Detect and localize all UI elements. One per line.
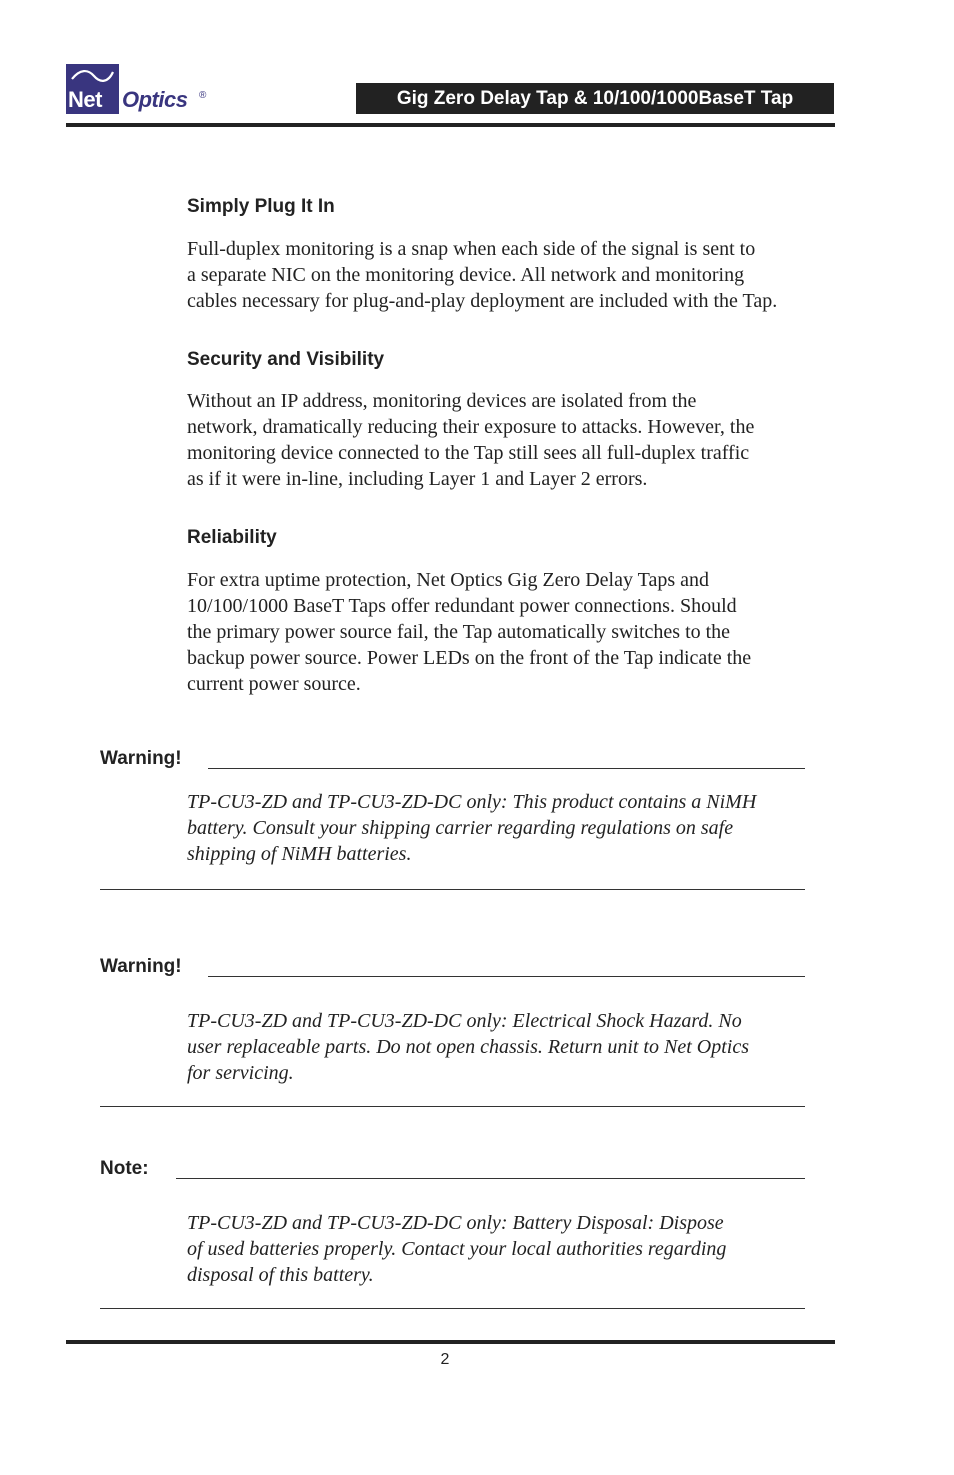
- text-line: user replaceable parts. Do not open chassis. Return unit to Net Optics: [187, 1036, 749, 1058]
- callout-top-rule: [176, 1178, 805, 1179]
- logo-mark: [66, 64, 119, 114]
- net-optics-logo: [66, 64, 216, 120]
- text-line: battery. Consult your shipping carrier regarding regulations on safe: [187, 817, 734, 839]
- text-line: for servicing.: [187, 1062, 294, 1084]
- callout-bottom-rule: [100, 889, 805, 890]
- text-line: as if it were in-line, including Layer 1 and Layer 2 errors.: [187, 468, 648, 490]
- section-body-reliability: [187, 567, 817, 697]
- section-heading-simply-plug-it-in: Simply Plug It In: [187, 196, 335, 217]
- footer-divider: [66, 1340, 835, 1344]
- callout-bottom-rule: [100, 1308, 805, 1309]
- section-body-simply-plug-it-in: [187, 236, 817, 314]
- text-line: backup power source. Power LEDs on the front of the Tap indicate the: [187, 647, 752, 669]
- header-divider: [66, 123, 835, 127]
- text-line: cables necessary for plug-and-play deployment are included with the Tap.: [187, 290, 778, 312]
- text-line: TP-CU3-ZD and TP-CU3-ZD-DC only: This product contains a NiMH: [187, 791, 757, 813]
- callout-top-rule: [208, 976, 805, 977]
- text-line: Full-duplex monitoring is a snap when each side of the signal is sent to: [187, 238, 756, 260]
- wave-icon: [70, 68, 115, 84]
- warning-label: Warning!: [100, 956, 182, 977]
- text-line: For extra uptime protection, Net Optics Gig Zero Delay Taps and: [187, 569, 709, 591]
- text-line: TP-CU3-ZD and TP-CU3-ZD-DC only: Battery Disposal: Dispose: [187, 1212, 724, 1234]
- note-disposal-text: [187, 1210, 817, 1288]
- text-line: current power source.: [187, 673, 361, 695]
- text-line: TP-CU3-ZD and TP-CU3-ZD-DC only: Electrical Shock Hazard. No: [187, 1010, 742, 1032]
- warning-shock-text: [187, 1008, 817, 1086]
- callout-bottom-rule: [100, 1106, 805, 1107]
- warning-label: Warning!: [100, 748, 182, 769]
- note-label: Note:: [100, 1158, 149, 1179]
- text-line: the primary power source fail, the Tap automatically switches to the: [187, 621, 731, 643]
- registered-mark: ®: [199, 90, 207, 101]
- text-line: a separate NIC on the monitoring device. All network and monitoring: [187, 264, 745, 286]
- warning-battery-text: [187, 789, 817, 867]
- text-line: shipping of NiMH batteries.: [187, 843, 412, 865]
- logo-text-optics: Optics: [122, 87, 188, 112]
- callout-top-rule: [208, 768, 805, 769]
- text-line: of used batteries properly. Contact your local authorities regarding: [187, 1238, 727, 1260]
- text-line: 10/100/1000 BaseT Taps offer redundant power connections. Should: [187, 595, 737, 617]
- text-line: Without an IP address, monitoring devices are isolated from the: [187, 390, 697, 412]
- section-heading-security-and-visibility: Security and Visibility: [187, 349, 385, 370]
- section-heading-reliability: Reliability: [187, 527, 277, 548]
- logo-text-net: Net: [68, 87, 102, 112]
- document-title: Gig Zero Delay Tap & 10/100/1000BaseT Tap: [356, 83, 834, 114]
- text-line: monitoring device connected to the Tap still sees all full-duplex traffic: [187, 442, 750, 464]
- text-line: disposal of this battery.: [187, 1264, 374, 1286]
- page-number: 2: [440, 1351, 450, 1368]
- text-line: network, dramatically reducing their exposure to attacks. However, the: [187, 416, 755, 438]
- section-body-security-and-visibility: [187, 388, 817, 492]
